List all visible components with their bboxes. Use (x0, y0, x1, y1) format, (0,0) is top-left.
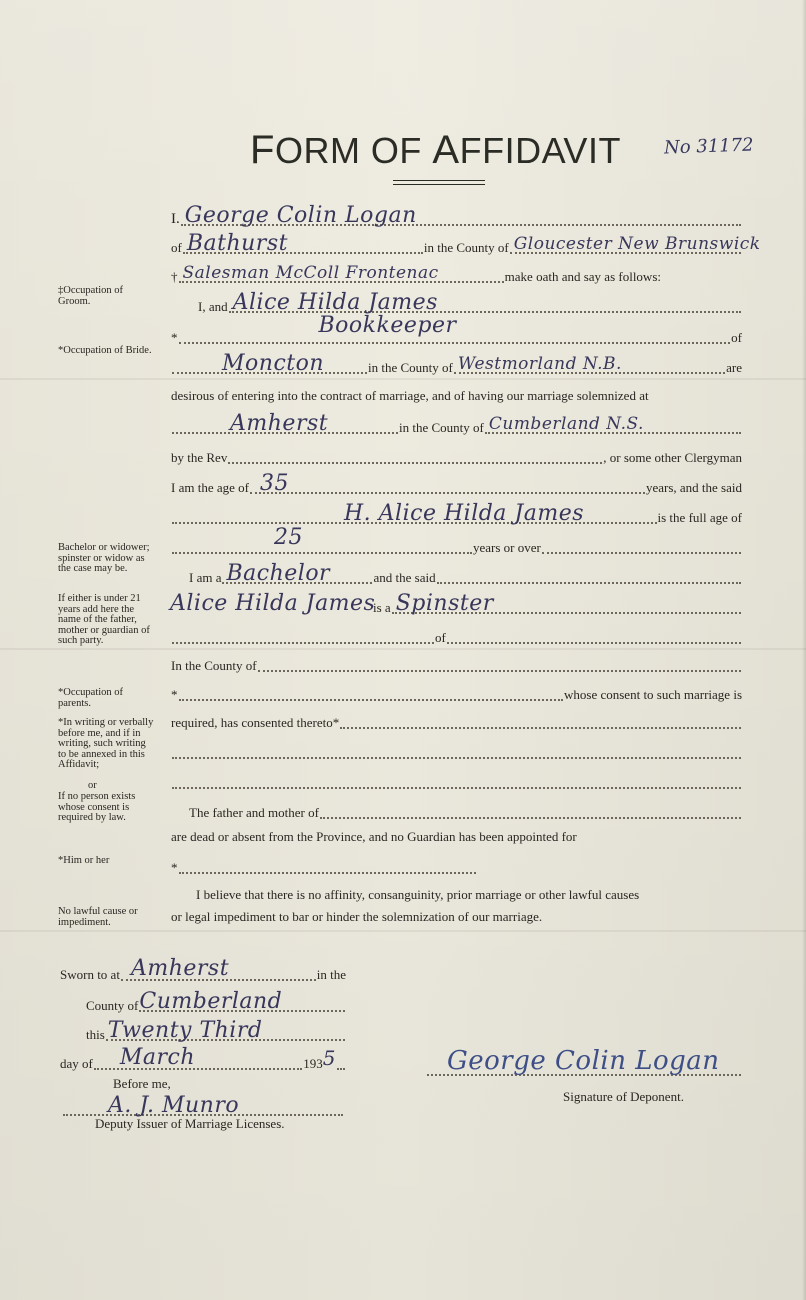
field-father-mother (320, 801, 741, 819)
hw-sworn-day: Twenty Third (107, 1018, 263, 1043)
field-sworn-day (106, 1018, 345, 1043)
form-title: FORM OF AFFIDAVIT (250, 128, 621, 172)
note-occupation-parents: *Occupation of parents. (58, 687, 124, 709)
label-sworn-to-at: Sworn to at (60, 967, 120, 982)
field-bride-age (172, 525, 472, 554)
line-sworn-county (86, 989, 346, 1014)
label-i: I. (171, 211, 180, 227)
label-of: of (171, 240, 182, 255)
field-consent (340, 711, 741, 729)
line-sworn-day (86, 1018, 346, 1043)
field-parent-name (172, 626, 434, 644)
note-him-or-her: *Him or her (58, 855, 110, 866)
label-i-and: I, and (198, 299, 228, 314)
hw-groom-town: Bathurst (186, 231, 288, 256)
field-deponent-signature (427, 1046, 741, 1076)
hw-deponent-signature: George Colin Logan (447, 1046, 720, 1076)
line-sworn-at (60, 956, 346, 983)
star-mark: * (171, 330, 178, 345)
label-are: are (726, 360, 742, 375)
line-deponent (171, 203, 742, 228)
hw-bride-name: Alice Hilda James (232, 290, 438, 315)
field-sworn-county (139, 989, 345, 1014)
field-bride-county (454, 356, 725, 374)
note-occupation-bride: *Occupation of Bride. (58, 345, 152, 356)
serial-number: No 31172 (663, 134, 754, 159)
hw-bride-status: Spinster (395, 591, 494, 616)
line-groom-residence (171, 231, 761, 256)
label-required: required, has consented thereto* (171, 715, 340, 730)
line-parent-of (171, 626, 742, 646)
label-in-the: in the (316, 967, 346, 982)
dagger-mark: † (171, 269, 178, 284)
hw-groom-occupation: Salesman McColl Frontenac (182, 263, 439, 283)
field-marriage-place (172, 411, 398, 436)
field-him-or-her (179, 856, 477, 874)
hw-groom-name: George Colin Logan (184, 203, 417, 228)
field-parent-occupation (179, 683, 564, 701)
field-said-bride (172, 501, 657, 526)
field-year (337, 1052, 345, 1070)
line-bride-residence (171, 351, 742, 376)
line-bride-occupation (171, 313, 742, 346)
text-deputy-issuer: Deputy Issuer of Marriage Licenses. (95, 1116, 285, 1131)
hw-sworn-place: Amherst (130, 956, 230, 981)
label-county-of: County of (86, 998, 139, 1013)
field-parent-residence (447, 626, 741, 644)
label-by-the-rev: by the Rev (171, 450, 228, 465)
line-parent-occupation (171, 683, 742, 703)
label-county: in the County of (368, 360, 453, 375)
label-other-clergyman: , or some other Clergyman (603, 450, 742, 465)
label-county: in the County of (423, 240, 509, 255)
field-parent-county (258, 654, 741, 672)
note-occupation-groom: ‡Occupation of Groom. (58, 285, 124, 307)
field-groom-status (222, 561, 372, 586)
label-of: of (435, 630, 446, 645)
field-clergyman (228, 446, 602, 464)
line-consent-blank (171, 741, 742, 761)
star-mark: * (171, 860, 178, 875)
line-him-or-her (171, 856, 477, 876)
text-desirous: desirous of entering into the contract of marriage, and of having our marriage solemnized at (171, 388, 649, 403)
hw-bride-name-2: Alice Hilda James (170, 591, 376, 616)
field-groom-county (510, 234, 761, 254)
hw-bride-county: Westmorland N.B. (457, 354, 622, 374)
label-and-the-said: and the said (373, 570, 436, 585)
label-father-mother: The father and mother of (189, 805, 319, 820)
line-bride-age (171, 525, 742, 556)
field-consent-3 (172, 771, 741, 789)
line-consent-blank (171, 771, 742, 791)
label-i-am-a: I am a (189, 570, 222, 585)
hw-groom-status: Bachelor (226, 561, 331, 586)
field-groom-occupation (179, 265, 504, 283)
line-groom-age (171, 471, 742, 496)
hw-sworn-county: Cumberland (139, 989, 283, 1014)
label-whose-consent: whose consent to such marriage is (564, 687, 742, 702)
field-bride-name-2 (170, 591, 376, 616)
title-rule (393, 184, 485, 185)
label-is-a: is a (373, 600, 391, 615)
line-issuer-signature (62, 1093, 344, 1118)
paper-fold-line (0, 648, 806, 650)
hw-bride-town: Moncton (222, 351, 325, 376)
note-or: or (88, 780, 97, 791)
line-bride-name (198, 290, 742, 315)
text-dead-or-absent: are dead or absent from the Province, and no Guardian has been appointed for (171, 829, 577, 844)
field-groom-age (250, 471, 645, 496)
field-sworn-place (121, 956, 316, 981)
line-clergyman (171, 446, 742, 466)
paper-fold-line (0, 930, 806, 932)
label-in-county: In the County of (171, 658, 257, 673)
line-bride-full-age (171, 501, 742, 526)
line-groom-status (189, 561, 742, 586)
hw-year-digit: 5 (322, 1046, 336, 1070)
hw-bride-occupation: Bookkeeper (318, 313, 457, 338)
line-bride-status (170, 591, 742, 616)
field-years-over (542, 536, 741, 554)
field-bride-town (172, 351, 367, 376)
hw-bride-age: 25 (274, 525, 303, 550)
hw-marriage-place: Amherst (230, 411, 329, 436)
label-years-and-said: years, and the said (645, 480, 742, 495)
field-consent-2 (172, 741, 741, 759)
field-bride-name (229, 290, 741, 315)
label-county: in the County of (399, 420, 484, 435)
field-bride-occupation (179, 313, 731, 344)
label-make-oath: make oath and say as follows: (504, 269, 661, 284)
line-marriage-place (171, 411, 742, 436)
label-day-of: day of (60, 1056, 93, 1071)
hw-marriage-county: Cumberland N.S. (488, 414, 644, 434)
label-full-age: is the full age of (657, 510, 742, 525)
line-sworn-month (60, 1045, 346, 1072)
paper-fold-line (0, 378, 806, 380)
field-marriage-county (485, 416, 741, 434)
label-this: this (86, 1027, 105, 1042)
label-of: of (731, 330, 742, 345)
line-parent-county (171, 654, 742, 674)
hw-sworn-month: March (119, 1045, 196, 1070)
field-and-said (437, 566, 741, 584)
text-before-me: Before me, (113, 1076, 171, 1091)
line-deponent-signature (426, 1046, 742, 1078)
hw-said-bride: H. Alice Hilda James (344, 501, 585, 526)
hw-groom-age: 35 (259, 471, 289, 496)
note-under-21: If either is under 21 years add here the name of the father, mother or guardian of such party. (58, 593, 150, 646)
line-groom-occupation (171, 265, 661, 285)
note-no-person: If no person exists whose consent is required by law. (58, 791, 136, 823)
label-year-prefix: 193 (303, 1056, 323, 1071)
note-no-lawful-cause: No lawful cause or impediment. (58, 906, 138, 928)
text-believe: I believe that there is no affinity, consanguinity, prior marriage or other lawful causes (196, 887, 640, 902)
title-rule (393, 180, 485, 181)
field-bride-status (392, 591, 741, 616)
field-issuer-signature (63, 1093, 343, 1118)
label-years-or-over: years or over (473, 540, 541, 555)
field-groom-town (183, 231, 423, 256)
field-groom-name (181, 203, 741, 228)
hw-groom-county: Gloucester New Brunswick (513, 234, 761, 254)
line-father-mother (189, 801, 742, 821)
note-bachelor: Bachelor or widower; spinster or widow as the case may be. (58, 542, 150, 574)
field-sworn-month (94, 1045, 302, 1070)
star-mark: * (171, 687, 178, 702)
text-signature-of-deponent: Signature of Deponent. (563, 1089, 684, 1104)
label-age-of: I am the age of (171, 480, 249, 495)
hw-issuer-signature: A. J. Munro (108, 1093, 240, 1118)
note-in-writing: *In writing or verbally before me, and if in writing, such writing to be annexed in this Affidavit; (58, 717, 154, 770)
text-impediment: or legal impediment to bar or hinder the solemnization of our marriage. (171, 909, 543, 924)
line-consent (171, 711, 742, 731)
page-edge-shadow (802, 0, 806, 1300)
